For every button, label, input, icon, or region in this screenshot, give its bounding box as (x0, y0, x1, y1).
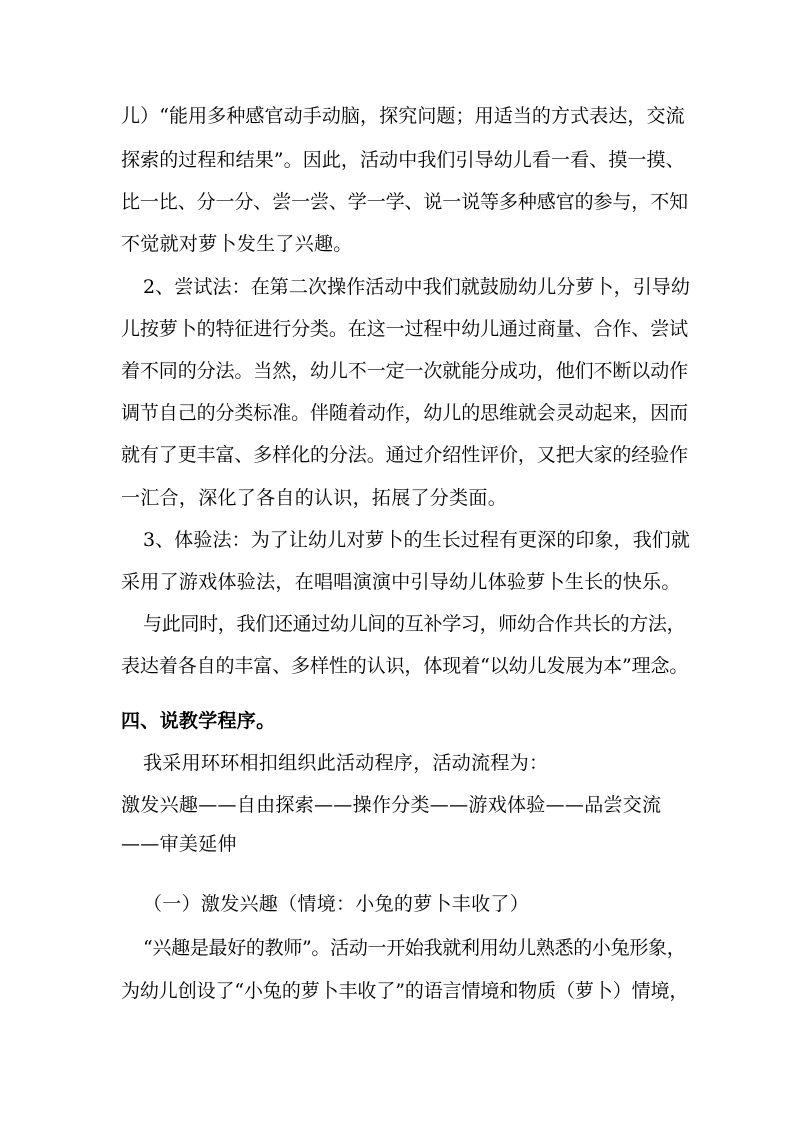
text-line: 儿）“能用多种感官动手动脑，探究问题；用适当的方式表达，交流 (121, 105, 685, 127)
text-line: 我采用环环相扣组织此活动程序，活动流程为： (143, 752, 549, 774)
text-line: 探索的过程和结果”。因此，活动中我们引导幼儿看一看、摸一摸、 (121, 149, 685, 171)
flow-line: 激发兴趣——自由探索——操作分类——游戏体验——品尝交流 (121, 794, 662, 816)
text-line: 2、尝试法：在第二次操作活动中我们就鼓励幼儿分萝卜，引导幼 (143, 276, 690, 298)
text-line: 就有了更丰富、多样化的分法。通过介绍性评价，又把大家的经验作 (121, 444, 689, 466)
text-line: 着不同的分法。当然，幼儿不一定一次就能分成功，他们不断以动作 (121, 360, 689, 382)
text-line: 调节自己的分类标准。伴随着动作，幼儿的思维就会灵动起来，因而 (121, 402, 689, 424)
subsection-heading: （一）激发兴趣（情境：小兔的萝卜丰收了） (143, 893, 530, 915)
flow-line: ——审美延伸 (121, 833, 237, 855)
text-line: 3、体验法：为了让幼儿对萝卜的生长过程有更深的印象，我们就 (143, 529, 690, 551)
section-heading: 四、说教学程序。 (121, 710, 276, 732)
text-line: 一汇合，深化了各自的认识，拓展了分类面。 (121, 487, 508, 509)
text-line: 与此同时，我们还通过幼儿间的互补学习，师幼合作共长的方法， (143, 613, 686, 635)
text-line: 表达着各自的丰富、多样性的认识，体现着“以幼儿发展为本”理念。 (121, 655, 689, 677)
text-line: 不觉就对萝卜发生了兴趣。 (121, 233, 353, 255)
text-line: 儿按萝卜的特征进行分类。在这一过程中幼儿通过商量、合作、尝试 (121, 318, 689, 340)
text-line: 为幼儿创设了“小兔的萝卜丰收了”的语言情境和物质（萝卜）情境， (121, 980, 689, 1002)
text-line: 比一比、分一分、尝一尝、学一学、说一说等多种感官的参与，不知 (121, 191, 689, 213)
text-line: 采用了游戏体验法，在唱唱演演中引导幼儿体验萝卜生长的快乐。 (121, 571, 681, 593)
text-line: “兴趣是最好的教师”。活动一开始我就利用幼儿熟悉的小兔形象， (143, 937, 686, 959)
